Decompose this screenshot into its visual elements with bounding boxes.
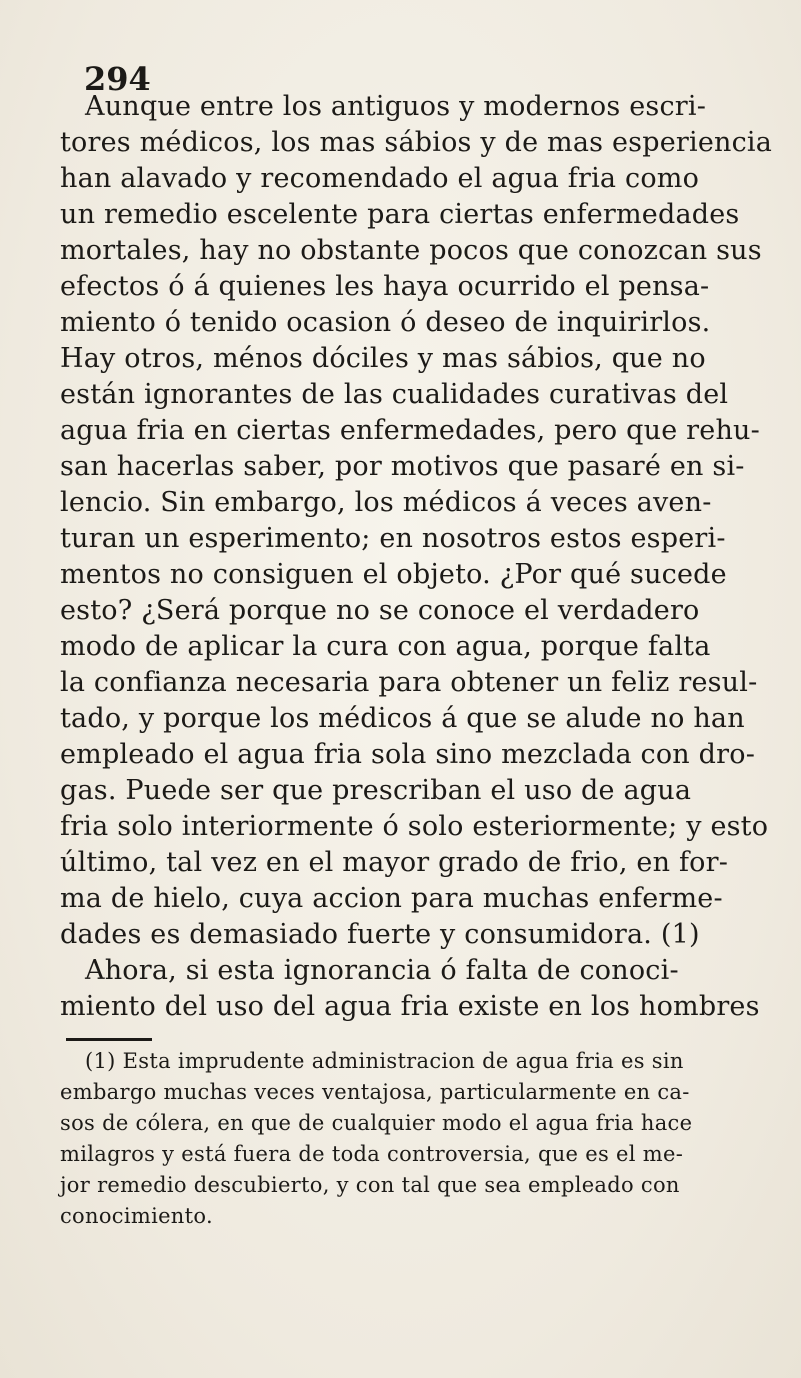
text-line: tado, y porque los médicos á que se alude no han [60,703,745,734]
footnote-line: milagros y está fuera de toda controversia, que es el me- [60,1142,684,1166]
page-number: 294 [84,60,151,98]
footnote-line: (1) Esta imprudente administracion de agua fria es sin [85,1049,684,1073]
text-line: Ahora, si esta ignorancia ó falta de conoci- [85,955,679,986]
text-line: modo de aplicar la cura con agua, porque falta [60,631,711,662]
footnote-rule [66,1038,152,1041]
text-line: ma de hielo, cuya accion para muchas enferme- [60,883,723,914]
text-line: san hacerlas saber, por motivos que pasaré en si- [60,451,745,482]
text-line: han alavado y recomendado el agua fria como [60,163,700,194]
text-line: último, tal vez en el mayor grado de frio, en for- [60,847,729,878]
text-line: turan un esperimento; en nosotros estos esperi- [60,523,726,554]
text-line: empleado el agua fria sola sino mezclada con dro- [60,739,756,770]
body-text [60,89,790,1025]
footnote-line: jor remedio descubierto, y con tal que sea empleado con [60,1173,680,1197]
text-line: agua fria en ciertas enfermedades, pero que rehu- [60,415,760,446]
footnote-line: embargo muchas veces ventajosa, particularmente en ca- [60,1080,690,1104]
text-line: un remedio escelente para ciertas enfermedades [60,199,740,230]
text-line: Hay otros, ménos dóciles y mas sábios, que no [60,343,706,374]
text-line: esto? ¿Será porque no se conoce el verdadero [60,595,700,626]
text-line: lencio. Sin embargo, los médicos á veces aven- [60,487,712,518]
footnote-line: sos de cólera, en que de cualquier modo el agua fria hace [60,1111,693,1135]
text-line: miento ó tenido ocasion ó deseo de inquirirlos. [60,307,711,338]
text-line: mentos no consiguen el objeto. ¿Por qué sucede [60,559,727,590]
text-line: están ignorantes de las cualidades curativas del [60,379,729,410]
footnote [60,1046,790,1232]
text-line: la confianza necesaria para obtener un feliz resul- [60,667,758,698]
text-line: gas. Puede ser que prescriban el uso de agua [60,775,692,806]
text-line: Aunque entre los antiguos y modernos escri- [85,91,707,122]
footnote-line: conocimiento. [60,1204,213,1228]
text-line: fria solo interiormente ó solo esteriormente; y esto [60,811,769,842]
text-line: efectos ó á quienes les haya ocurrido el pensa- [60,271,710,302]
text-line: tores médicos, los mas sábios y de mas esperiencia [60,127,773,158]
text-line: miento del uso del agua fria existe en los hombres [60,991,760,1022]
text-line: dades es demasiado fuerte y consumidora. (1) [60,919,700,950]
text-line: mortales, hay no obstante pocos que conozcan sus [60,235,762,266]
